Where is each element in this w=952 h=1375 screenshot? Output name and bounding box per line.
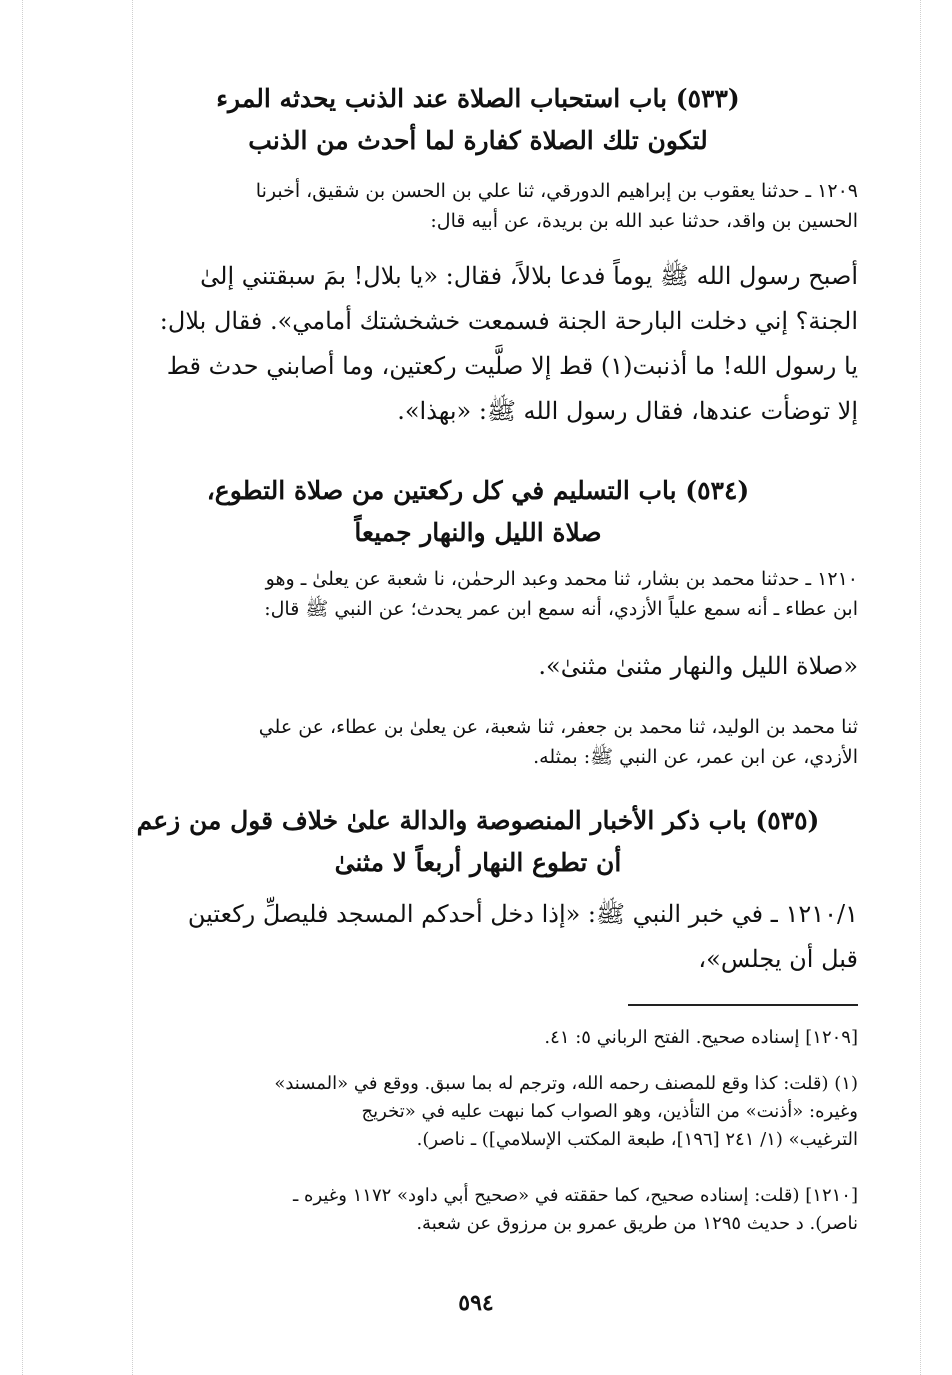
chapter-heading-534 <box>98 470 858 554</box>
footnote-line: ناصر). د حديث ١٢٩٥ من طريق عمرو بن مرزوق عن شعبة. <box>416 1213 858 1234</box>
footnote-1 <box>98 1070 858 1154</box>
chapter-heading-533 <box>98 78 858 162</box>
hadith-1210-1-text <box>98 892 858 982</box>
chapter-heading-535 <box>98 800 858 884</box>
matn-line: أصبح رسول الله ﷺ يوماً فدعا بلالاً، فقال: «يا بلال! بمَ سبقتني إلىٰ <box>200 262 858 290</box>
footnote-line: وغيره: «أذنت» من التأذين، وهو الصواب كما نبهت عليه في «تخريج <box>361 1101 858 1122</box>
matn-line: «صلاة الليل والنهار مثنىٰ مثنىٰ». <box>538 652 858 680</box>
matn-line: يا رسول الله! ما أذنبت(١) قط إلا صلَّيت ركعتين، وما أصابني حدث قط <box>166 352 858 380</box>
page-number: ٥٩٤ <box>458 1290 494 1316</box>
heading-line: (٥٣٣) باب استحباب الصلاة عند الذنب يحدثه المرء <box>216 84 740 113</box>
hadith-1210-second-chain <box>98 712 858 772</box>
matn-line: قبل أن يجلس»، <box>698 945 858 973</box>
heading-line: (٥٣٥) باب ذكر الأخبار المنصوصة والدالة علىٰ خلاف قول من زعم <box>136 806 820 835</box>
matn-line: الجنة؟ إني دخلت البارحة الجنة فسمعت خشخشتك أمامي». فقال بلال: <box>159 307 858 335</box>
hadith-1209-isnad <box>98 176 858 236</box>
matn-line: إلا توضأت عندها، فقال رسول الله ﷺ: «بهذا». <box>397 397 858 425</box>
heading-line: (٥٣٤) باب التسليم في كل ركعتين من صلاة التطوع، <box>206 476 750 505</box>
footnote-line: [١٢١٠] (قلت: إسناده صحيح، كما حققته في «صحيح أبي داود» ١١٧٢ وغيره ـ <box>293 1185 858 1206</box>
isnad-line: ابن عطاء ـ أنه سمع علياً الأزدي، أنه سمع ابن عمر يحدث؛ عن النبي ﷺ قال: <box>264 598 858 620</box>
matn-line: ١٢١٠/١ ـ في خبر النبي ﷺ: «إذا دخل أحدكم المسجد فليصلِّ ركعتين <box>187 900 858 928</box>
isnad-line: ١٢١٠ ـ حدثنا محمد بن بشار، ثنا محمد وعبد الرحمٰن، نا شعبة عن يعلىٰ ـ وهو <box>265 568 858 590</box>
isnad-line: ١٢٠٩ ـ حدثنا يعقوب بن إبراهيم الدورقي، ثنا علي بن الحسن بن شقيق، أخبرنا <box>255 180 858 202</box>
footnote-1210 <box>98 1182 858 1238</box>
footnote-line: (١) (قلت: كذا وقع للمصنف رحمه الله، وترجم له بما سبق. ووقع في «المسند» <box>274 1073 858 1094</box>
footnote-line: الترغيب» (١/ ٢٤١ [١٩٦]، طبعة المكتب الإسلامي]) ـ ناصر). <box>416 1129 858 1150</box>
footnote-1209 <box>98 1024 858 1052</box>
footnote-divider <box>628 1004 858 1006</box>
footnote-line: [١٢٠٩] إسناده صحيح. الفتح الرباني ٥: ٤١. <box>544 1027 858 1048</box>
isnad-line: الحسين بن واقد، حدثنا عبد الله بن بريدة، عن أبيه قال: <box>430 210 858 232</box>
heading-line: لتكون تلك الصلاة كفارة لما أحدث من الذنب <box>248 126 708 155</box>
hadith-1210-text <box>98 644 858 689</box>
heading-line: صلاة الليل والنهار جميعاً <box>354 518 602 547</box>
isnad-line: ثنا محمد بن الوليد، ثنا محمد بن جعفر، ثنا شعبة، عن يعلىٰ بن عطاء، عن علي <box>258 716 858 738</box>
isnad-line: الأزدي، عن ابن عمر، عن النبي ﷺ: بمثله. <box>533 746 858 768</box>
hadith-1210-isnad <box>98 564 858 624</box>
scan-edge-dots-left <box>22 0 23 1375</box>
hadith-1209-text <box>98 254 858 434</box>
scan-edge-dots-right <box>920 0 921 1375</box>
heading-line: أن تطوع النهار أربعاً لا مثنىٰ <box>334 848 622 877</box>
